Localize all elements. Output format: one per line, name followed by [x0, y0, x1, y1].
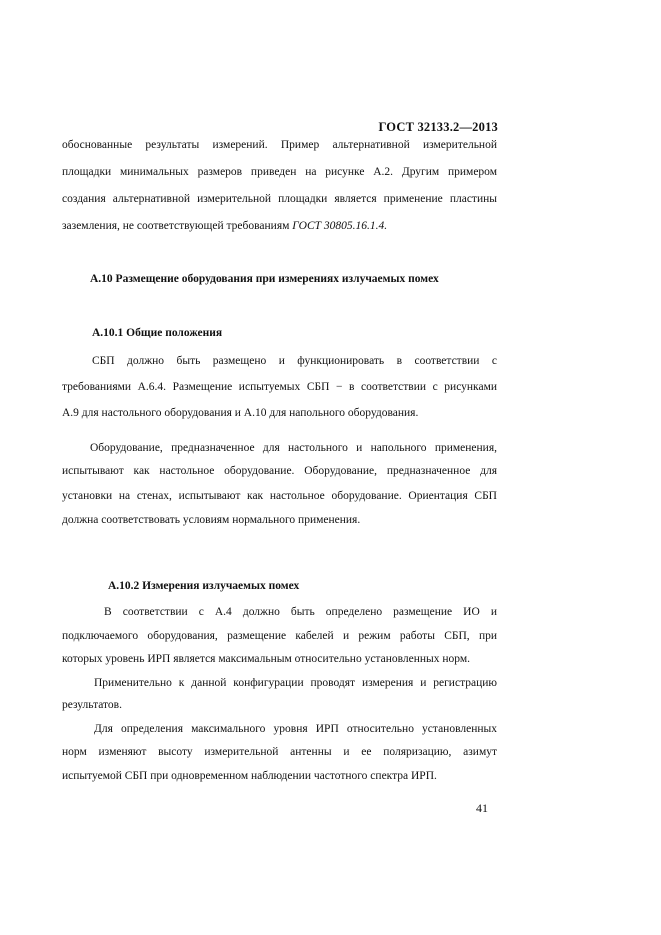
subsection-heading-a10-1: А.10.1 Общие положения	[92, 327, 223, 339]
paragraph-line: Для определения максимального уровня ИРП относительно установленных	[94, 723, 497, 735]
page-number: 41	[476, 801, 488, 815]
paragraph-line: обоснованные результаты измерений. Пример альтернативной измерительной	[62, 139, 497, 151]
paragraph-line: должна соответствовать условиям нормального применения.	[62, 514, 361, 526]
paragraph-line: создания альтернативной измерительной площадки является применение пластины	[62, 193, 497, 205]
paragraph-line: подключаемого оборудования, размещение кабелей и режим работы СБП, при	[62, 630, 497, 642]
paragraph-line: площадки минимальных размеров приведен на рисунке А.2. Другим примером	[62, 166, 497, 178]
paragraph-line	[62, 219, 387, 233]
document-code-header: ГОСТ 32133.2—2013	[378, 120, 498, 134]
paragraph-line: испытывают как настольное оборудование. Оборудование, предназначенное для	[62, 465, 497, 477]
paragraph-text: заземления, не соответствующей требованиям	[62, 220, 293, 232]
paragraph-line: Применительно к данной конфигурации проводят измерения и регистрацию	[94, 677, 497, 689]
paragraph-line: требованиями А.6.4. Размещение испытуемых СБП − в соответствии с рисунками	[62, 381, 497, 393]
paragraph-line: В соответствии с А.4 должно быть определено размещение ИО и	[104, 606, 497, 618]
paragraph-line: которых уровень ИРП является максимальным относительно установленных норм.	[62, 653, 471, 665]
paragraph-line: Оборудование, предназначенное для настольного и напольного применения,	[90, 442, 497, 454]
standard-reference: ГОСТ 30805.16.1.4.	[292, 220, 388, 232]
paragraph-line: результатов.	[62, 699, 122, 711]
subsection-heading-a10-2: А.10.2 Измерения излучаемых помех	[108, 580, 300, 592]
paragraph-line: испытуемой СБП при одновременном наблюдении частотного спектра ИРП.	[62, 770, 437, 782]
section-heading-a10: А.10 Размещение оборудования при измерениях излучаемых помех	[90, 273, 439, 285]
paragraph-line: СБП должно быть размещено и функционировать в соответствии с	[92, 355, 497, 367]
paragraph-line: установки на стенах, испытывают как настольное оборудование. Ориентация СБП	[62, 490, 497, 502]
paragraph-line: А.9 для настольного оборудования и А.10 для напольного оборудования.	[62, 407, 419, 419]
paragraph-line: норм изменяют высоту измерительной антенны и ее поляризацию, азимут	[62, 746, 497, 758]
